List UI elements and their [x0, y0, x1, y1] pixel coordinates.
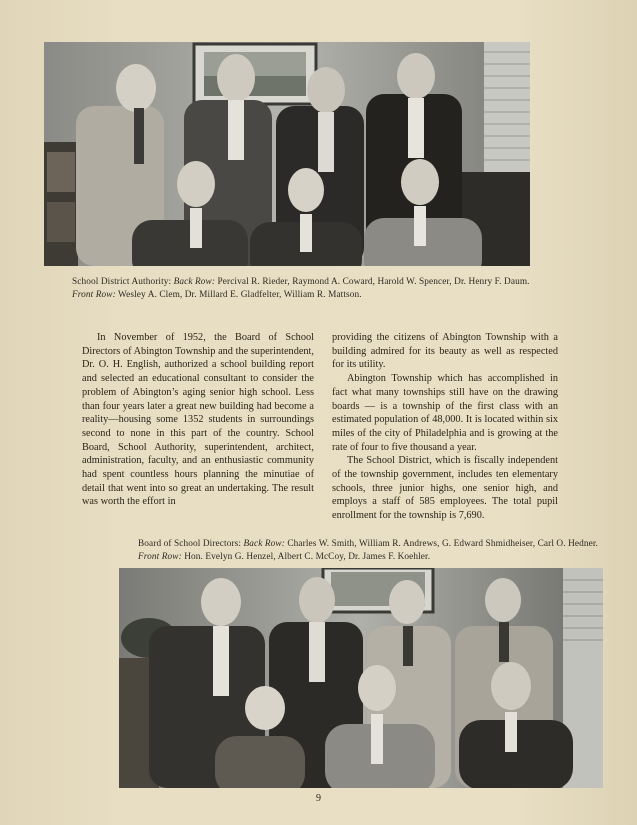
- body-column-left: [82, 331, 314, 509]
- bottom-photo-caption: [138, 538, 600, 564]
- front-row-names: Hon. Evelyn G. Henzel, Albert C. McCoy, Dr. James F. Koehler.: [184, 552, 431, 562]
- back-row-names: Percival R. Rieder, Raymond A. Coward, Harold W. Spencer, Dr. Henry F. Daum.: [217, 277, 530, 287]
- back-row-label: Back Row:: [173, 277, 216, 287]
- school-district-authority-photo: [44, 42, 530, 266]
- front-row-names: Wesley A. Clem, Dr. Millard E. Gladfelter, William R. Mattson.: [118, 290, 362, 300]
- front-row-label: Front Row:: [72, 290, 116, 300]
- board-of-school-directors-photo: [119, 568, 603, 788]
- caption-lead: Board of School Directors:: [138, 539, 242, 549]
- back-row-names: Charles W. Smith, William R. Andrews, G. Edward Shmidheiser, Carl O. Hedner.: [287, 539, 598, 549]
- back-row-label: Back Row:: [243, 539, 285, 549]
- caption-lead: School District Authority:: [72, 277, 172, 287]
- body-paragraph: In November of 1952, the Board of School Directors of Abington Township and the superintendent, Dr. O. H. English, authorized a school building report and selected an educational consultant to consider the problem of Abington’s aging senior high school. Less than four years later a great new building had become a reality—housing some 1352 students in surroundings second to none in this part of the country. School Board, School Authority, superintendent, architect, administration, faculty, and an enthusiastic community had spent countless hours planning the minutiae of detail that went into so great an undertaking. The result was worth the effort in: [82, 332, 314, 508]
- body-paragraph: The School District, which is fiscally independent of the township government, includes ten elementary schools, three junior highs, one senior high, and employs a staff of 585 employees. The total pupil enrollment for the township is 7,690.: [332, 455, 558, 522]
- top-photo-caption: [72, 276, 542, 302]
- body-column-right: [332, 331, 558, 523]
- front-row-label: Front Row:: [138, 552, 182, 562]
- body-paragraph: Abington Township which has accomplished in fact what many townships still have on the drawing boards — is a township of the first class with an estimated population of 48,000. It is located within six miles of the city of Philadelphia and is growing at the rate of four to five thousand a year.: [332, 373, 558, 453]
- body-paragraph: providing the citizens of Abington Township with a building admired for its beauty as well as respected for its utility.: [332, 332, 558, 371]
- page-number: 9: [316, 793, 321, 804]
